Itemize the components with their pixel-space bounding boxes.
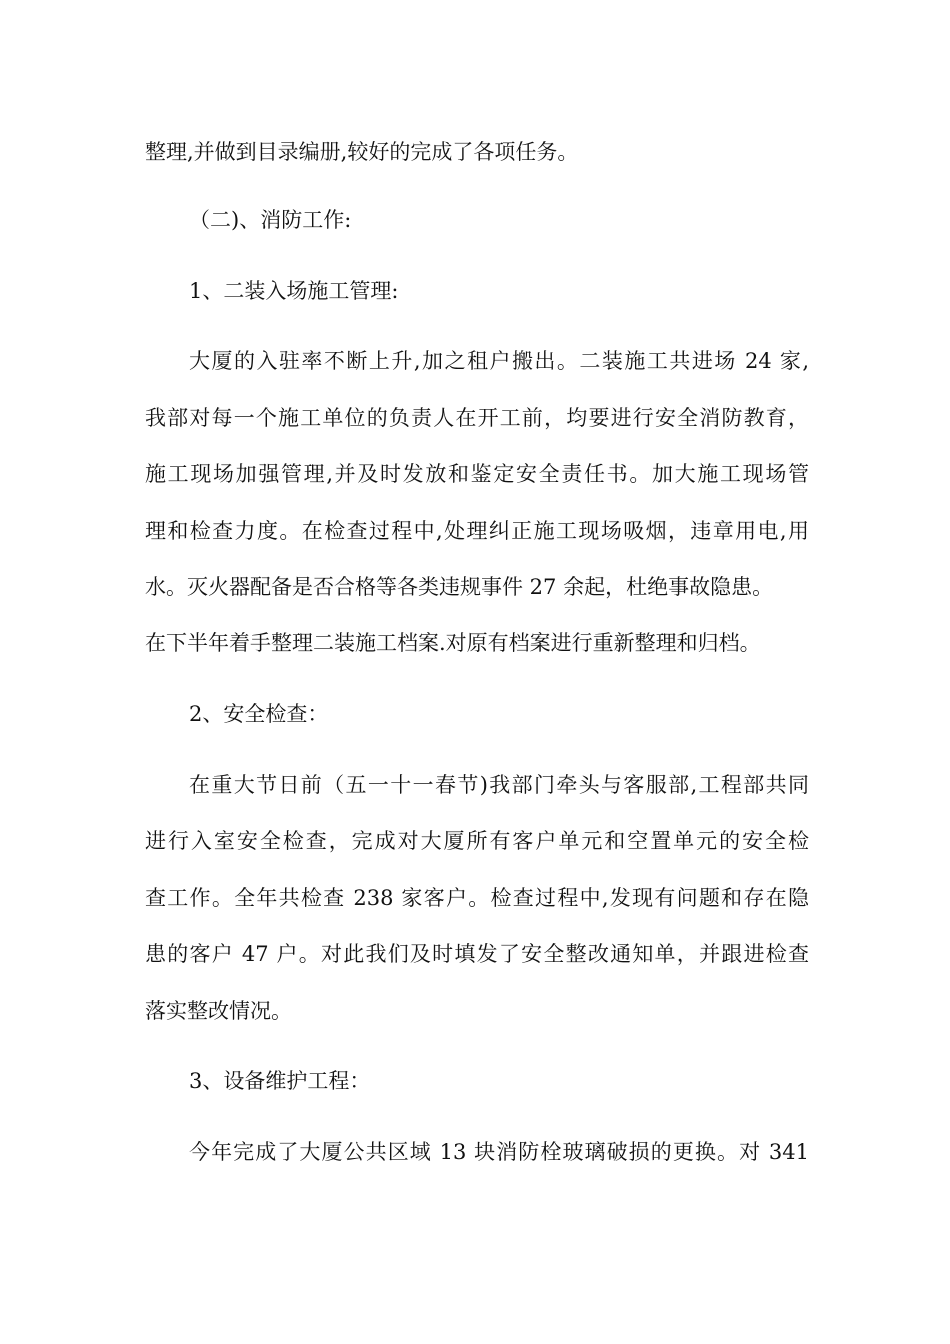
paragraph-line: 水。灭火器配备是否合格等各类违规事件 27 余起，杜绝事故隐患。 bbox=[145, 575, 774, 599]
paragraph-line: 患的客户 47 户。对此我们及时填发了安全整改通知单，并跟进检查 bbox=[145, 942, 809, 966]
paragraph-line: 在下半年着手整理二装施工档案.对原有档案进行重新整理和归档。 bbox=[145, 631, 761, 655]
paragraph-line: 大厦的入驻率不断上升,加之租户搬出。二装施工共进场 24 家, bbox=[189, 349, 809, 373]
subsection-heading: 3、设备维护工程： bbox=[189, 1069, 371, 1093]
paragraph-line: 我部对每一个施工单位的负责人在开工前，均要进行安全消防教育， bbox=[145, 406, 809, 430]
paragraph-line: 整理,并做到目录编册,较好的完成了各项任务。 bbox=[145, 140, 579, 164]
paragraph-line: 理和检查力度。在检查过程中,处理纠正施工现场吸烟，违章用电,用 bbox=[145, 519, 809, 543]
paragraph-line: 查工作。全年共检查 238 家客户。检查过程中,发现有问题和存在隐 bbox=[145, 886, 809, 910]
paragraph-line: 进行入室安全检查，完成对大厦所有客户单元和空置单元的安全检 bbox=[145, 829, 809, 853]
subsection-heading: 2、安全检查： bbox=[189, 702, 329, 726]
paragraph-line: 今年完成了大厦公共区域 13 块消防栓玻璃破损的更换。对 341 bbox=[189, 1140, 809, 1164]
paragraph-line: 施工现场加强管理,并及时发放和鉴定安全责任书。加大施工现场管 bbox=[145, 462, 809, 486]
paragraph-line: 落实整改情况。 bbox=[145, 999, 292, 1023]
paragraph-line: 在重大节日前（五一十一春节)我部门牵头与客服部,工程部共同 bbox=[189, 773, 809, 797]
section-heading: （二)、消防工作: bbox=[189, 208, 352, 232]
subsection-heading: 1、二装入场施工管理: bbox=[189, 279, 399, 303]
